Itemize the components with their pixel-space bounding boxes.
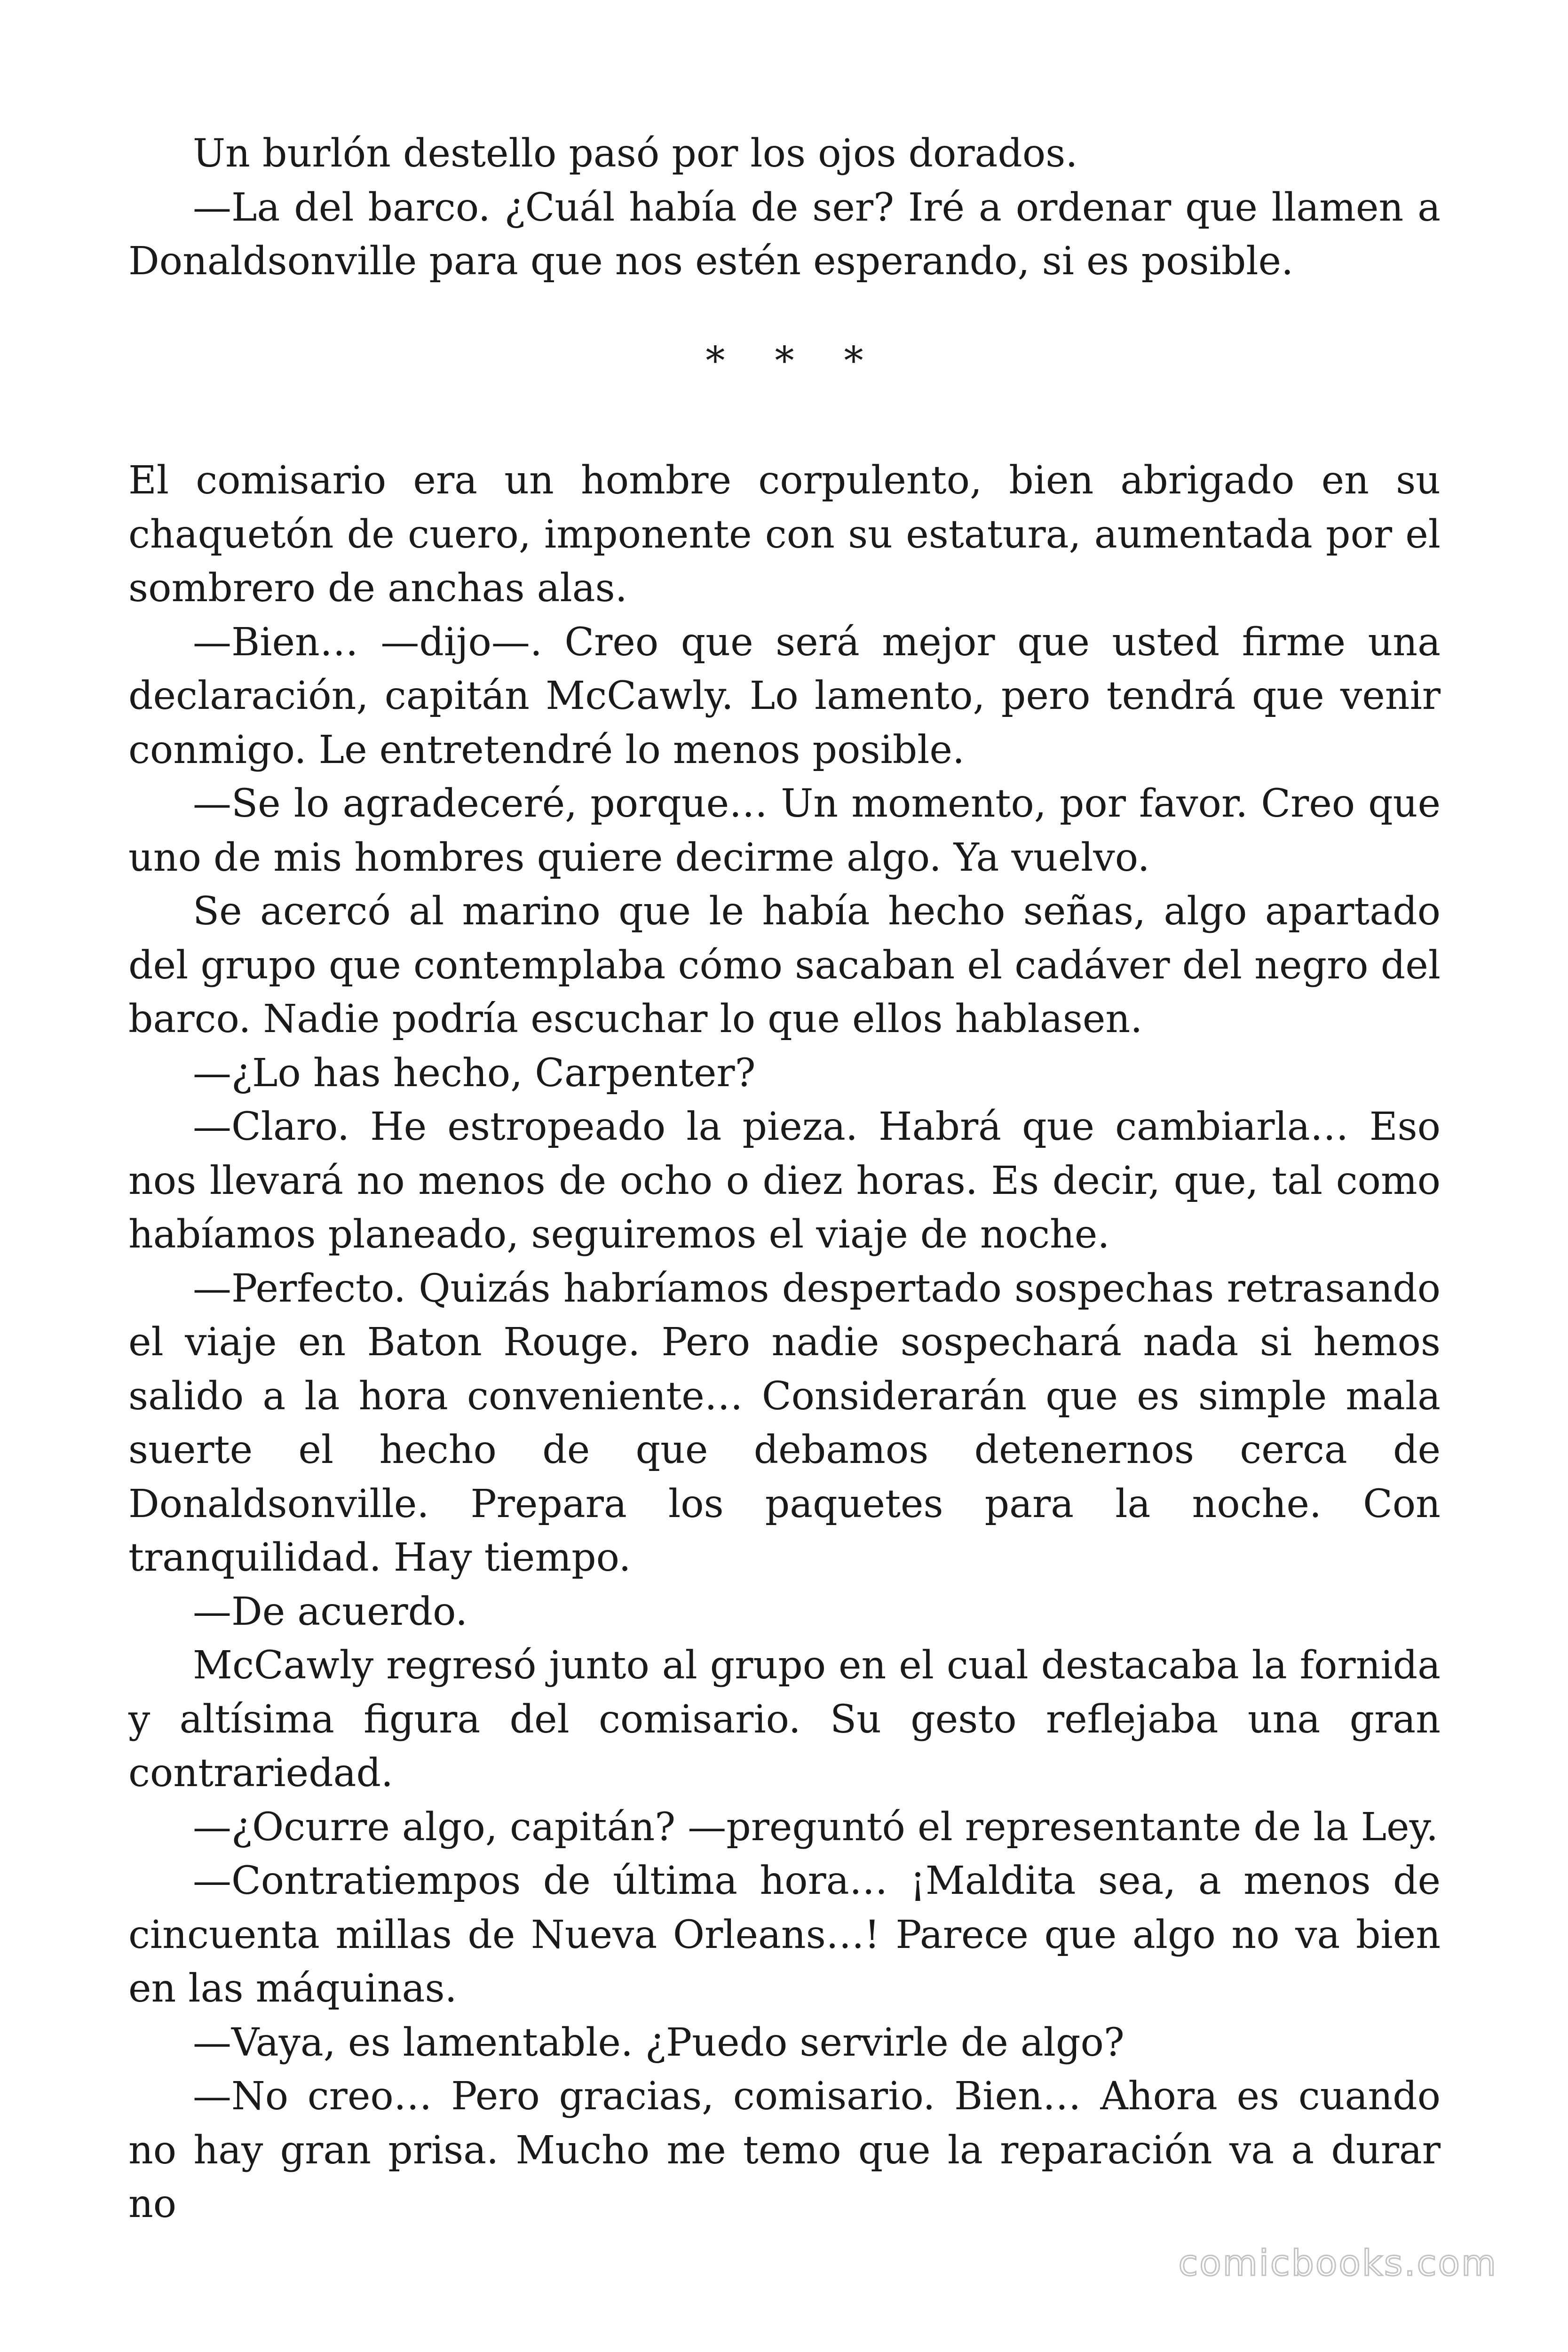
paragraph: —Vaya, es lamentable. ¿Puedo servirle de algo? (193, 2020, 1125, 2065)
paragraph: —De acuerdo. (193, 1589, 468, 1634)
paragraph: —Contratiempos de última hora… ¡Maldita sea, a menos de cincuenta millas de Nueva Orleans…! Parece que algo no va bien en las máquinas. (128, 1859, 1441, 2011)
paragraph: —Perfecto. Quizás habríamos despertado sospechas retrasando el viaje en Baton Rouge. Pero nadie sospechará nada si hemos salido a la hora conveniente… Considerarán que es simple mala suerte el hecho de que debamos detenernos cerca de Donaldsonville. Prepara los paquetes para la noche. Con tranquilidad. Hay tiempo. (128, 1266, 1441, 1580)
paragraph: —Se lo agradeceré, porque… Un momento, por favor. Creo que uno de mis hombres quiere decirme algo. Ya vuelvo. (128, 781, 1441, 880)
paragraph: McCawly regresó junto al grupo en el cual destacaba la fornida y altísima figura del comisario. Su gesto reflejaba una gran contrariedad. (128, 1643, 1441, 1796)
paragraph-last: —No creo… Pero gracias, comisario. Bien… Ahora es cuando no hay gran prisa. Mucho me temo que la reparación va a durar no (128, 2074, 1441, 2226)
paragraph: —Claro. He estropeado la pieza. Habrá que cambiarla… Eso nos llevará no menos de ocho o diez horas. Es decir, que, tal como habíamos planeado, seguiremos el viaje de noche. (128, 1104, 1441, 1257)
text-block-after-break (128, 454, 1441, 2232)
paragraph: Un burlón destello pasó por los ojos dorados. (193, 131, 1078, 176)
text-block-before-break (128, 127, 1441, 289)
paragraph: El comisario era un hombre corpulento, bien abrigado en su chaquetón de cuero, imponente con su estatura, aumentada por el sombrero de anchas alas. (128, 458, 1441, 611)
book-page (128, 127, 1441, 2232)
paragraph: —La del barco. ¿Cuál había de ser? Iré a ordenar que llamen a Donaldsonville para que nos estén esperando, si es posible. (128, 185, 1441, 284)
paragraph: Se acercó al marino que le había hecho señas, algo apartado del grupo que contemplaba cómo sacaban el cadáver del negro del barco. Nadie podría escuchar lo que ellos hablasen. (128, 889, 1441, 1041)
scene-break: * * * (705, 338, 882, 383)
watermark-logo: comicbooks.com (1178, 2242, 1497, 2284)
paragraph: —¿Lo has hecho, Carpenter? (193, 1050, 756, 1096)
paragraph: —¿Ocurre algo, capitán? —preguntó el representante de la Ley. (193, 1804, 1439, 1850)
paragraph: —Bien… —dijo—. Creo que será mejor que usted firme una declaración, capitán McCawly. Lo lamento, pero tendrá que venir conmigo. Le entretendré lo menos posible. (128, 620, 1441, 772)
